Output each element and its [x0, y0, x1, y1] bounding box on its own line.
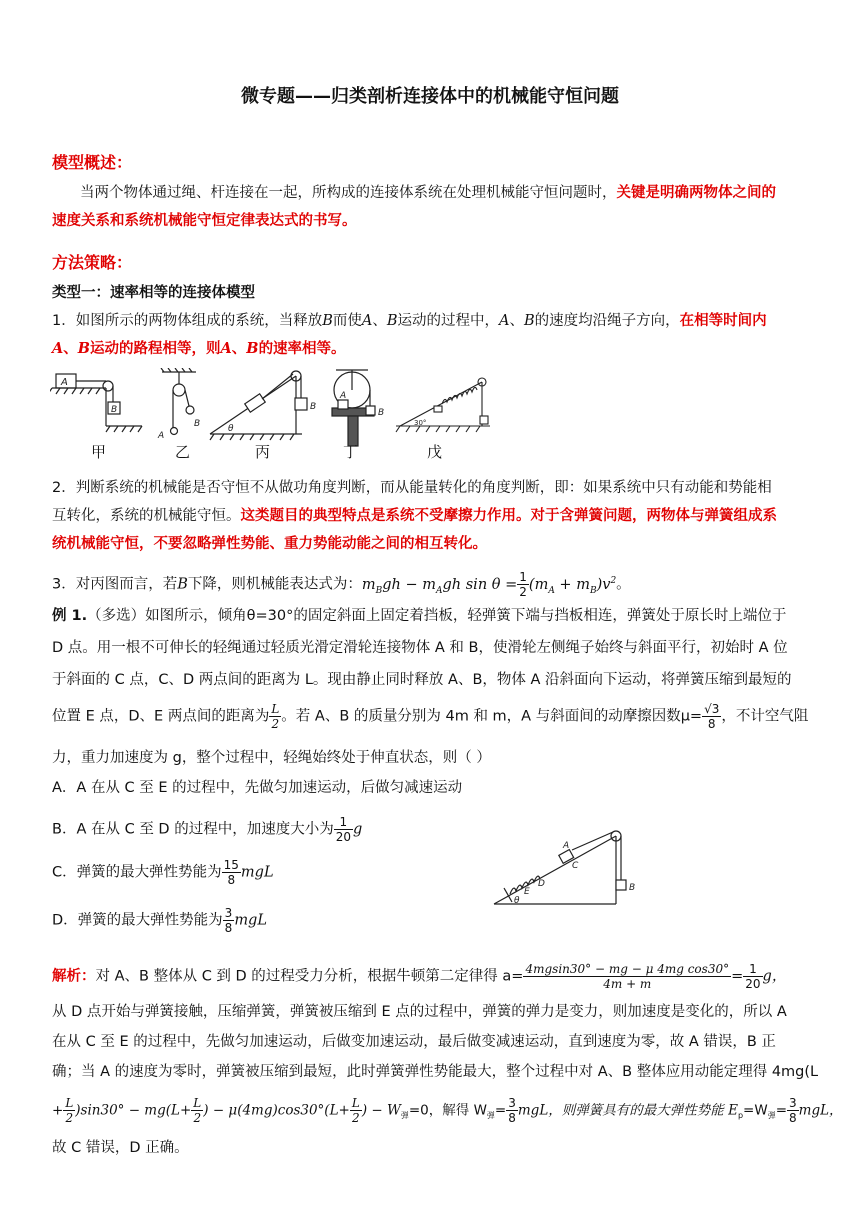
- figure-bing-label-b: B: [310, 402, 317, 412]
- figure-caption-wu: 戊: [427, 443, 443, 461]
- fraction-three-eighths: $\frac{3}{8}$: [224, 906, 233, 935]
- point-3: 3．对丙图而言，若B下降，则机械能表达式为：$m_Bgh - m_Agh$ sin θ = $\frac{1}{2}$ $(m_A + m_B)v^2$。: [52, 570, 631, 599]
- point-1-line-1: 1．如图所示的两物体组成的系统，当释放B而使A、B运动的过程中，A、B的速度均沿绳子方向，在相等时间内: [52, 313, 767, 329]
- figure-bing: [210, 371, 316, 440]
- overview-key-point-2: 速度关系和系统机械能守恒定律表达式的书写。: [52, 213, 357, 229]
- example-fig-label-a: A: [563, 841, 570, 851]
- example-line-2: D 点。用一根不可伸长的轻绳通过轻质光滑定滑轮连接物体 A 和 B，使滑轮左侧绳子始终与斜面平行，初始时 A 位: [52, 640, 788, 656]
- fraction-one-twentieth: $\frac{1}{20}$: [335, 815, 351, 844]
- example-line-3: 于斜面的 C 点，C、D 两点间的距离为 L。现由静止同时释放 A、B，物体 A 沿斜面向下运动，将弹簧压缩到最短的: [52, 672, 792, 688]
- fraction-acceleration: $\frac{\text{4mgsin30° − mg − μ 4mg cos30°}}{4m + m}$: [525, 962, 730, 991]
- figure-wu: [396, 378, 490, 432]
- fraction-l-half: $\frac{L}{2}$: [271, 702, 280, 731]
- solution-line-2: 从 D 点开始与弹簧接触，压缩弹簧，弹簧被压缩到 E 点的过程中，弹簧的弹力是变力，则加速度是变化的，所以 A: [52, 1004, 787, 1020]
- point-1-line-2: A、B运动的路程相等，则A、B的速率相等。: [52, 340, 346, 357]
- figure-ding: [332, 370, 384, 446]
- solution-line-4: 确；当 A 的速度为零时，弹簧被压缩到最短，此时弹簧弹性势能最大，整个过程中对 A、B 整体应用动能定理得 4mg(L: [52, 1064, 819, 1080]
- solution-label: 解析：: [52, 968, 96, 985]
- figure-yi-label-b: B: [194, 419, 201, 429]
- example-label: 例 1.: [52, 608, 88, 624]
- figure-jia: [50, 374, 142, 432]
- figure-caption-ding: 丁: [343, 443, 359, 461]
- page-title: 微专题——归类剖析连接体中的机械能守恒问题: [241, 86, 619, 107]
- point-2-line-3: 统机械能守恒，不要忽略弹性势能、重力势能动能之间的相互转化。: [52, 536, 487, 552]
- overview-key-point-1: 关键是明确两物体之间的: [616, 185, 776, 201]
- example-fig-label-b: B: [629, 883, 636, 893]
- fraction-fifteen-eighths: $\frac{15}{8}$: [223, 858, 239, 887]
- solution-line-1: 解析：对 A、B 整体从 C 到 D 的过程受力分析，根据牛顿第二定律得 a= $\frac{\text{4mgsin30° − mg − μ 4mg cos30°}}{4m + m}$ = $\frac{1}{20}$ g，: [52, 962, 787, 991]
- overview-heading: 模型概述：: [52, 153, 133, 172]
- solution-line-6: 故 C 错误，D 正确。: [52, 1140, 189, 1156]
- figure-ding-label-a: A: [340, 391, 347, 401]
- figure-wu-label-angle: 30°: [414, 419, 427, 427]
- option-d: D．弹簧的最大弹性势能为 $\frac{3}{8}$ mgL: [52, 906, 267, 935]
- example-fig-label-c: C: [572, 861, 579, 871]
- fraction-one-twentieth-solution: $\frac{1}{20}$: [745, 962, 761, 991]
- example-fig-label-e: E: [524, 887, 530, 897]
- option-b: B．A 在从 C 至 D 的过程中，加速度大小为 $\frac{1}{20}$ g: [52, 815, 363, 844]
- solution-line-5: + $\frac{L}{2}$ )sin30° − mg(L+ $\frac{L}{2}$ ) − μ(4mg)cos30°(L+ $\frac{L}{2}$ ) − $W_弹=0$，解得 $W_弹=$ $\frac{3}{8}$ mgL，则弹簧具有的最大弹性势能 $E_p=W_弹=$ $\frac{3}{8}$ mgL，: [52, 1096, 843, 1125]
- figure-caption-bing: 丙: [255, 443, 271, 461]
- figure-yi: [157, 368, 200, 441]
- point-2-line-2: 互转化，系统的机械能守恒。这类题目的典型特点是系统不受摩擦力作用。对于含弹簧问题，两物体与弹簧组成系: [52, 508, 777, 524]
- figure-ding-label-b: B: [378, 408, 385, 418]
- model-figures: [50, 368, 520, 460]
- solution-line-3: 在从 C 至 E 的过程中，先做匀加速运动，后做变加速运动，最后做变减速运动，直到速度为零，故 A 错误，B 正: [52, 1034, 776, 1050]
- example-line-1: 例 1.（多选）如图所示，倾角θ=30°的固定斜面上固定着挡板，轻弹簧下端与挡板相连，弹簧处于原长时上端位于: [52, 608, 787, 624]
- overview-line-1: [80, 183, 776, 203]
- figure-yi-label-a: A: [158, 431, 165, 441]
- figure-caption-jia: 甲: [91, 443, 107, 461]
- figure-jia-label-a: A: [61, 377, 68, 388]
- figure-jia-label-b: B: [111, 405, 118, 415]
- fraction-mu: $\frac{√3}{8}$: [704, 702, 720, 731]
- option-a: A．A 在从 C 至 E 的过程中，先做匀加速运动，后做匀减速运动: [52, 780, 463, 796]
- method-heading: 方法策略：: [52, 253, 133, 272]
- example-fig-label-d: D: [538, 879, 545, 889]
- point-2-line-1: 2．判断系统的机械能是否守恒不从做功角度判断，而从能量转化的角度判断，即：如果系统中只有动能和势能相: [52, 480, 772, 496]
- figure-bing-label-theta: θ: [228, 424, 234, 434]
- example-line-5: 力，重力加速度为 g，整个过程中，轻绳始终处于伸直状态，则（ ）: [52, 750, 491, 766]
- option-c: C．弹簧的最大弹性势能为 $\frac{15}{8}$ mgL: [52, 858, 274, 887]
- figure-caption-yi: 乙: [175, 443, 191, 461]
- type-one-heading: 类型一：速率相等的连接体模型: [52, 285, 255, 301]
- example-fig-label-theta: θ: [514, 896, 520, 906]
- example-line-4: 位置 E 点，D、E 两点间的距离为 $\frac{L}{2}$ 。若 A、B 的质量分别为 4m 和 m，A 与斜面间的动摩擦因数μ= $\frac{√3}{8}$ ，不计空气阻: [52, 702, 809, 731]
- fraction-one-half: $\frac{1}{2}$: [519, 570, 527, 599]
- example-figure: [492, 828, 642, 910]
- overview-text: 当两个物体通过绳、杆连接在一起，所构成的连接体系统在处理机械能守恒问题时，: [80, 185, 617, 201]
